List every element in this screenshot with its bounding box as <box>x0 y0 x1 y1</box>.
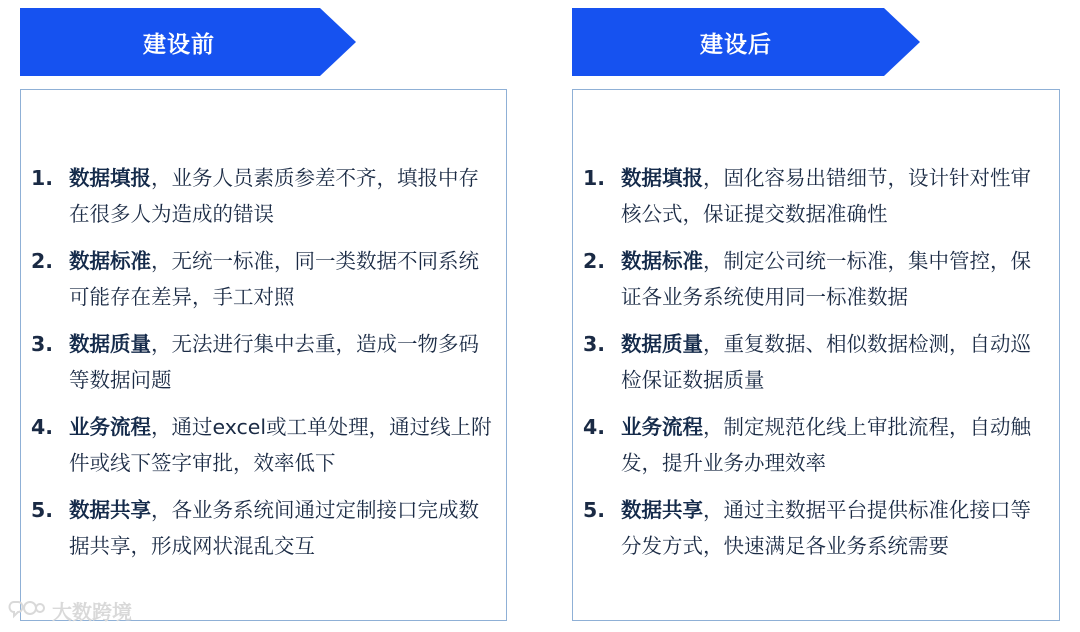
item-number: 3. <box>31 332 54 356</box>
before-banner <box>20 8 356 76</box>
list-item <box>31 326 498 398</box>
before-panel <box>20 89 507 621</box>
item-term: 数据共享 <box>69 498 151 522</box>
item-number: 5. <box>31 498 54 522</box>
list-item <box>31 160 498 232</box>
item-term: 数据填报 <box>621 166 703 190</box>
item-term: 数据共享 <box>621 498 703 522</box>
list-item <box>583 243 1051 315</box>
after-list <box>583 160 1051 575</box>
item-term: 数据填报 <box>69 166 151 190</box>
item-description: ，通过主数据平台提供标准化接口等分发方式，快速满足各业务系统需要 <box>621 498 1031 558</box>
item-term: 数据标准 <box>621 249 703 273</box>
item-description: ，各业务系统间通过定制接口完成数据共享，形成网状混乱交互 <box>69 498 479 558</box>
item-description: ，业务人员素质参差不齐，填报中存在很多人为造成的错误 <box>69 166 479 226</box>
before-title: 建设前 <box>143 31 215 58</box>
after-panel <box>572 89 1060 621</box>
item-number: 2. <box>31 249 54 273</box>
item-description: ，无法进行集中去重，造成一物多码等数据问题 <box>69 332 479 392</box>
list-item <box>583 326 1051 398</box>
item-number: 2. <box>583 249 606 273</box>
item-number: 1. <box>583 166 606 190</box>
item-number: 4. <box>31 415 54 439</box>
after-title: 建设后 <box>700 31 772 58</box>
list-item <box>31 243 498 315</box>
list-item <box>31 409 498 481</box>
item-term: 数据质量 <box>621 332 703 356</box>
item-number: 1. <box>31 166 54 190</box>
item-description: ，通过excel或工单处理，通过线上附件或线下签字审批，效率低下 <box>69 415 492 475</box>
chat-bubble-icon <box>6 598 46 624</box>
watermark <box>6 596 132 625</box>
item-number: 4. <box>583 415 606 439</box>
watermark-text: 大数跨境 <box>52 600 132 624</box>
list-item <box>583 492 1051 564</box>
item-description: ，制定公司统一标准，集中管控，保证各业务系统使用同一标准数据 <box>621 249 1031 309</box>
item-description: ，固化容易出错细节，设计针对性审核公式，保证提交数据准确性 <box>621 166 1031 226</box>
list-item <box>583 160 1051 232</box>
item-term: 业务流程 <box>69 415 151 439</box>
item-term: 业务流程 <box>621 415 703 439</box>
item-number: 3. <box>583 332 606 356</box>
item-description: ，重复数据、相似数据检测，自动巡检保证数据质量 <box>621 332 1031 392</box>
item-term: 数据质量 <box>69 332 151 356</box>
item-term: 数据标准 <box>69 249 151 273</box>
list-item <box>31 492 498 564</box>
item-description: ，无统一标准，同一类数据不同系统可能存在差异，手工对照 <box>69 249 479 309</box>
before-list <box>31 160 498 575</box>
item-description: ，制定规范化线上审批流程，自动触发，提升业务办理效率 <box>621 415 1031 475</box>
list-item <box>583 409 1051 481</box>
item-number: 5. <box>583 498 606 522</box>
after-banner <box>572 8 920 76</box>
